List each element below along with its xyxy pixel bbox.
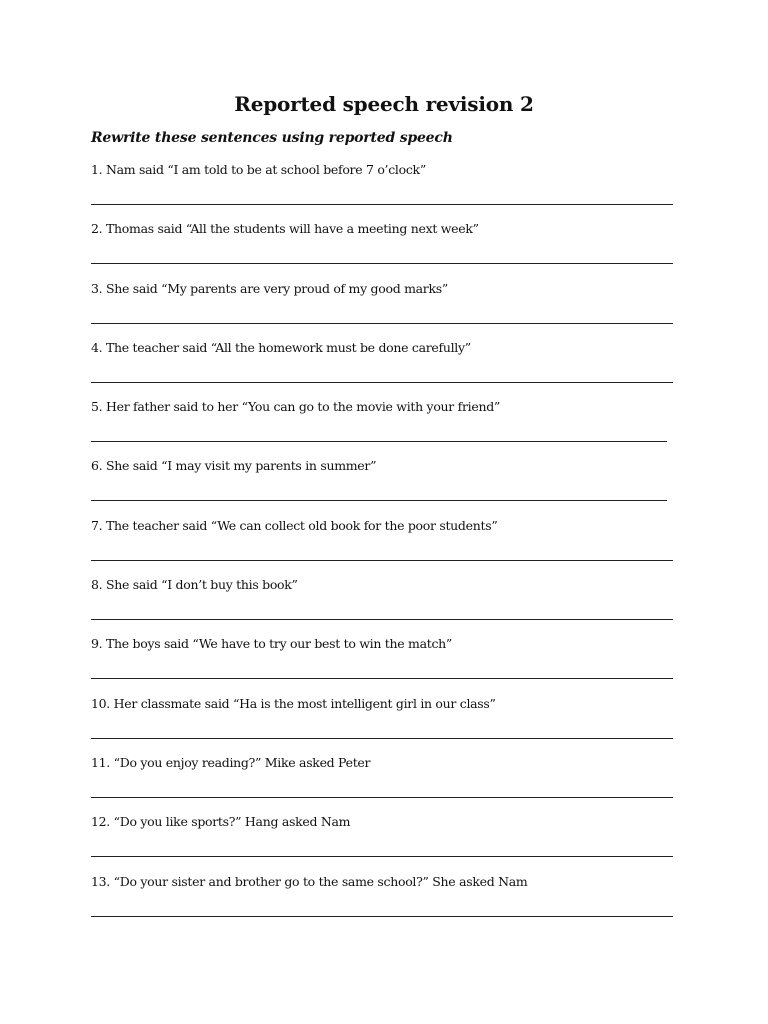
question-text-12: 12. “Do you like sports?” Hang asked Nam: [91, 814, 351, 830]
answer-line-4[interactable]: [91, 382, 673, 383]
question-text-9: 9. The boys said “We have to try our best to win the match”: [91, 636, 452, 652]
answer-line-13[interactable]: [91, 916, 673, 917]
question-text-2: 2. Thomas said “All the students will have a meeting next week”: [91, 221, 479, 237]
answer-line-10[interactable]: [91, 738, 673, 739]
question-item-2: [91, 220, 673, 279]
answer-line-8[interactable]: [91, 619, 673, 620]
answer-line-9[interactable]: [91, 678, 673, 679]
answer-line-12[interactable]: [91, 856, 673, 857]
question-text-7: 7. The teacher said “We can collect old book for the poor students”: [91, 517, 498, 533]
question-text-3: 3. She said “My parents are very proud of my good marks”: [91, 280, 448, 296]
answer-line-11[interactable]: [91, 797, 673, 798]
answer-line-3[interactable]: [91, 323, 673, 324]
instruction-text: Rewrite these sentences using reported speech: [91, 130, 453, 146]
question-item-5: [91, 398, 673, 457]
question-text-10: 10. Her classmate said “Ha is the most intelligent girl in our class”: [91, 695, 496, 711]
question-item-11: [91, 754, 673, 813]
question-list: [91, 161, 673, 932]
question-text-13: 13. “Do your sister and brother go to the same school?” She asked Nam: [91, 873, 528, 889]
question-item-8: [91, 576, 673, 635]
question-item-12: [91, 813, 673, 872]
question-text-4: 4. The teacher said “All the homework must be done carefully”: [91, 339, 471, 355]
answer-line-1[interactable]: [91, 204, 673, 205]
question-item-13: [91, 873, 673, 932]
question-item-1: [91, 161, 673, 220]
question-item-4: [91, 339, 673, 398]
question-item-10: [91, 695, 673, 754]
answer-line-6[interactable]: [91, 500, 667, 501]
answer-line-7[interactable]: [91, 560, 673, 561]
answer-line-5[interactable]: [91, 441, 667, 442]
question-text-1: 1. Nam said “I am told to be at school before 7 o’clock”: [91, 162, 426, 177]
question-item-3: [91, 280, 673, 339]
question-text-5: 5. Her father said to her “You can go to the movie with your friend”: [91, 399, 500, 415]
question-item-7: [91, 517, 673, 576]
question-text-8: 8. She said “I don’t buy this book”: [91, 577, 298, 593]
page-title: Reported speech revision 2: [234, 92, 534, 116]
answer-line-2[interactable]: [91, 263, 673, 264]
question-item-6: [91, 457, 673, 516]
question-item-9: [91, 635, 673, 694]
question-text-11: 11. “Do you enjoy reading?” Mike asked Peter: [91, 754, 371, 770]
question-text-6: 6. She said “I may visit my parents in summer”: [91, 458, 377, 474]
